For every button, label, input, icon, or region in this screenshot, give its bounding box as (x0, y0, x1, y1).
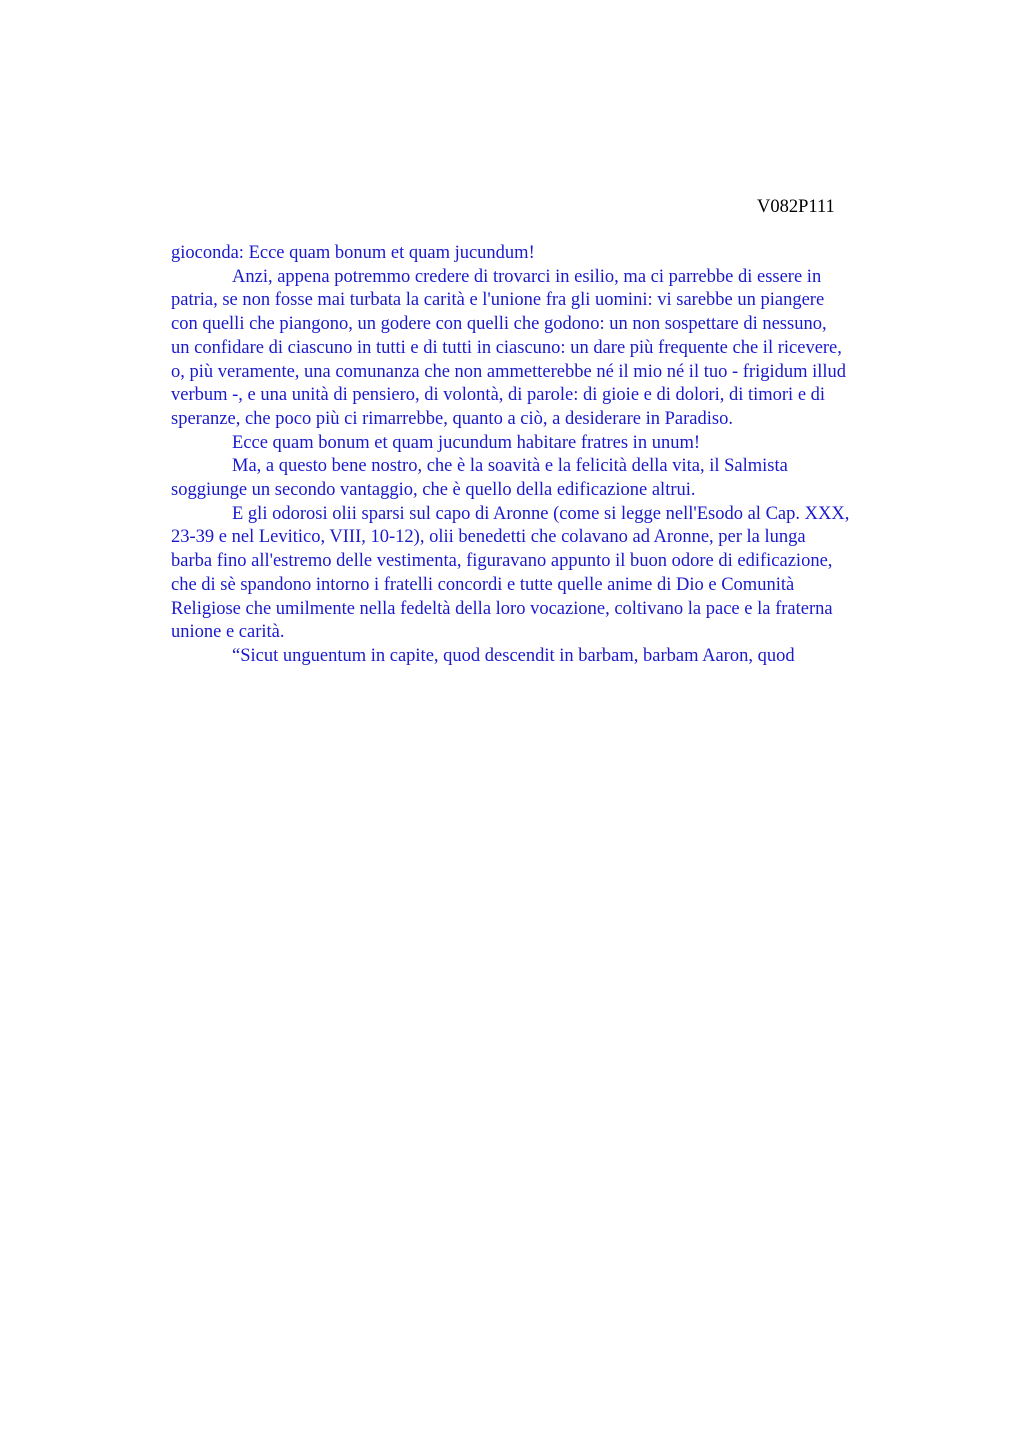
text-line: speranze, che poco più ci rimarrebbe, quanto a ciò, a desiderare in Paradiso. (171, 408, 733, 429)
text-line: o, più veramente, una comunanza che non ammetterebbe né il mio né il tuo - frigidum illud (171, 361, 847, 382)
paragraph (171, 645, 931, 669)
text-line: barba fino all'estremo delle vestimenta, figuravano appunto il buon odore di edificazione, (171, 551, 833, 572)
text-line: 23-39 e nel Levitico, VIII, 10-12), olii benedetti che colavano ad Aronne, per la lunga (171, 527, 806, 548)
text-line: che di sè spandono intorno i fratelli concordi e tutte quelle anime di Dio e Comunità (171, 574, 795, 595)
paragraph (171, 242, 931, 266)
paragraph (171, 266, 931, 432)
text-line: Anzi, appena potremmo credere di trovarci in esilio, ma ci parrebbe di essere in (232, 266, 822, 287)
paragraph (171, 455, 931, 502)
paragraph (171, 432, 931, 456)
text-line: soggiunge un secondo vantaggio, che è quello della edificazione altrui. (171, 480, 696, 501)
text-line: con quelli che piangono, un godere con quelli che godono: un non sospettare di nessuno, (171, 314, 827, 335)
page-reference-code: V082P111 (757, 197, 835, 217)
text-line: E gli odorosi olii sparsi sul capo di Aronne (come si legge nell'Esodo al Cap. XXX, (232, 503, 850, 524)
text-line: “Sicut unguentum in capite, quod descendit in barbam, barbam Aaron, quod (232, 645, 795, 666)
paragraph (171, 503, 931, 645)
text-line: unione e carità. (171, 622, 285, 643)
text-line: verbum -, e una unità di pensiero, di volontà, di parole: di gioie e di dolori, di timori e di (171, 385, 826, 406)
text-line: Ecce quam bonum et quam jucundum habitare fratres in unum! (232, 432, 701, 453)
text-line: Ma, a questo bene nostro, che è la soavità e la felicità della vita, il Salmista (232, 456, 788, 477)
text-line: Religiose che umilmente nella fedeltà della loro vocazione, coltivano la pace e la fraterna (171, 598, 833, 619)
document-body (171, 242, 931, 669)
text-line: gioconda: Ecce quam bonum et quam jucundum! (171, 243, 535, 263)
text-line: un confidare di ciascuno in tutti e di tutti in ciascuno: un dare più frequente che il ricevere, (171, 337, 842, 358)
text-line: patria, se non fosse mai turbata la carità e l'unione fra gli uomini: vi sarebbe un piangere (171, 290, 825, 311)
